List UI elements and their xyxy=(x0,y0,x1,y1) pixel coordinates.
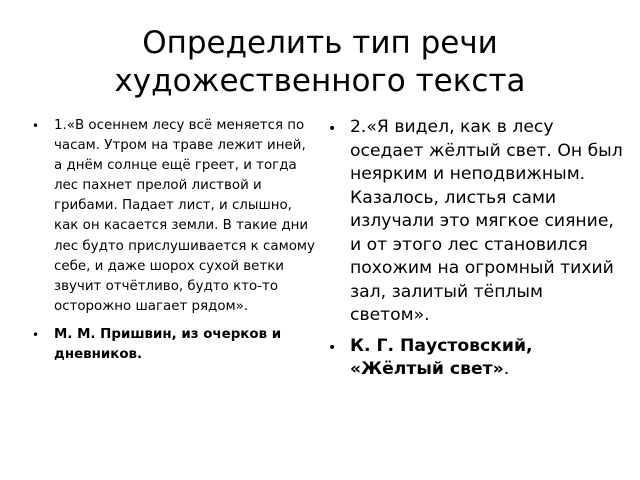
right-author-item xyxy=(328,335,623,382)
bullet-icon: • xyxy=(32,327,40,342)
right-text-column xyxy=(328,116,623,389)
bullet-icon: • xyxy=(32,119,40,133)
right-excerpt-text: 2.«Я видел, как в лесу оседает жёлтый свет. Он был неярким и неподвижным. Казалось, листья сами излучали это мягкое сияние, и от этого лес становился похожим на огромный тихий зал, залитый тёплым светом». xyxy=(350,117,623,325)
title-line-2: художественного текста xyxy=(114,63,526,99)
left-excerpt-text: 1.«В осеннем лесу всё меняется по часам. Утром на траве лежит иней, а днём солнце ещё греет, и тогда лес пахнет прелой листвой и грибами. Падает лист, и слышно, как он касается земли. В такие дни лес будто прислушивается к самому себе, и даже шорох сухой ветки звучит отчётливо, будто кто-то осторожно шагает рядом». xyxy=(54,118,315,314)
title-line-1: Определить тип речи xyxy=(142,25,498,61)
right-excerpt-item xyxy=(328,116,623,328)
left-excerpt-item xyxy=(32,116,315,317)
bullet-icon: • xyxy=(328,121,337,137)
left-author: М. М. Пришвин, из очерков и дневников. xyxy=(54,326,282,363)
left-author-item xyxy=(32,325,315,365)
left-text-column xyxy=(32,116,315,373)
right-author-suffix: . xyxy=(503,359,510,379)
slide-title xyxy=(20,24,620,100)
bullet-icon: • xyxy=(328,339,337,356)
right-author: К. Г. Паустовский, «Жёлтый свет» xyxy=(350,335,533,379)
